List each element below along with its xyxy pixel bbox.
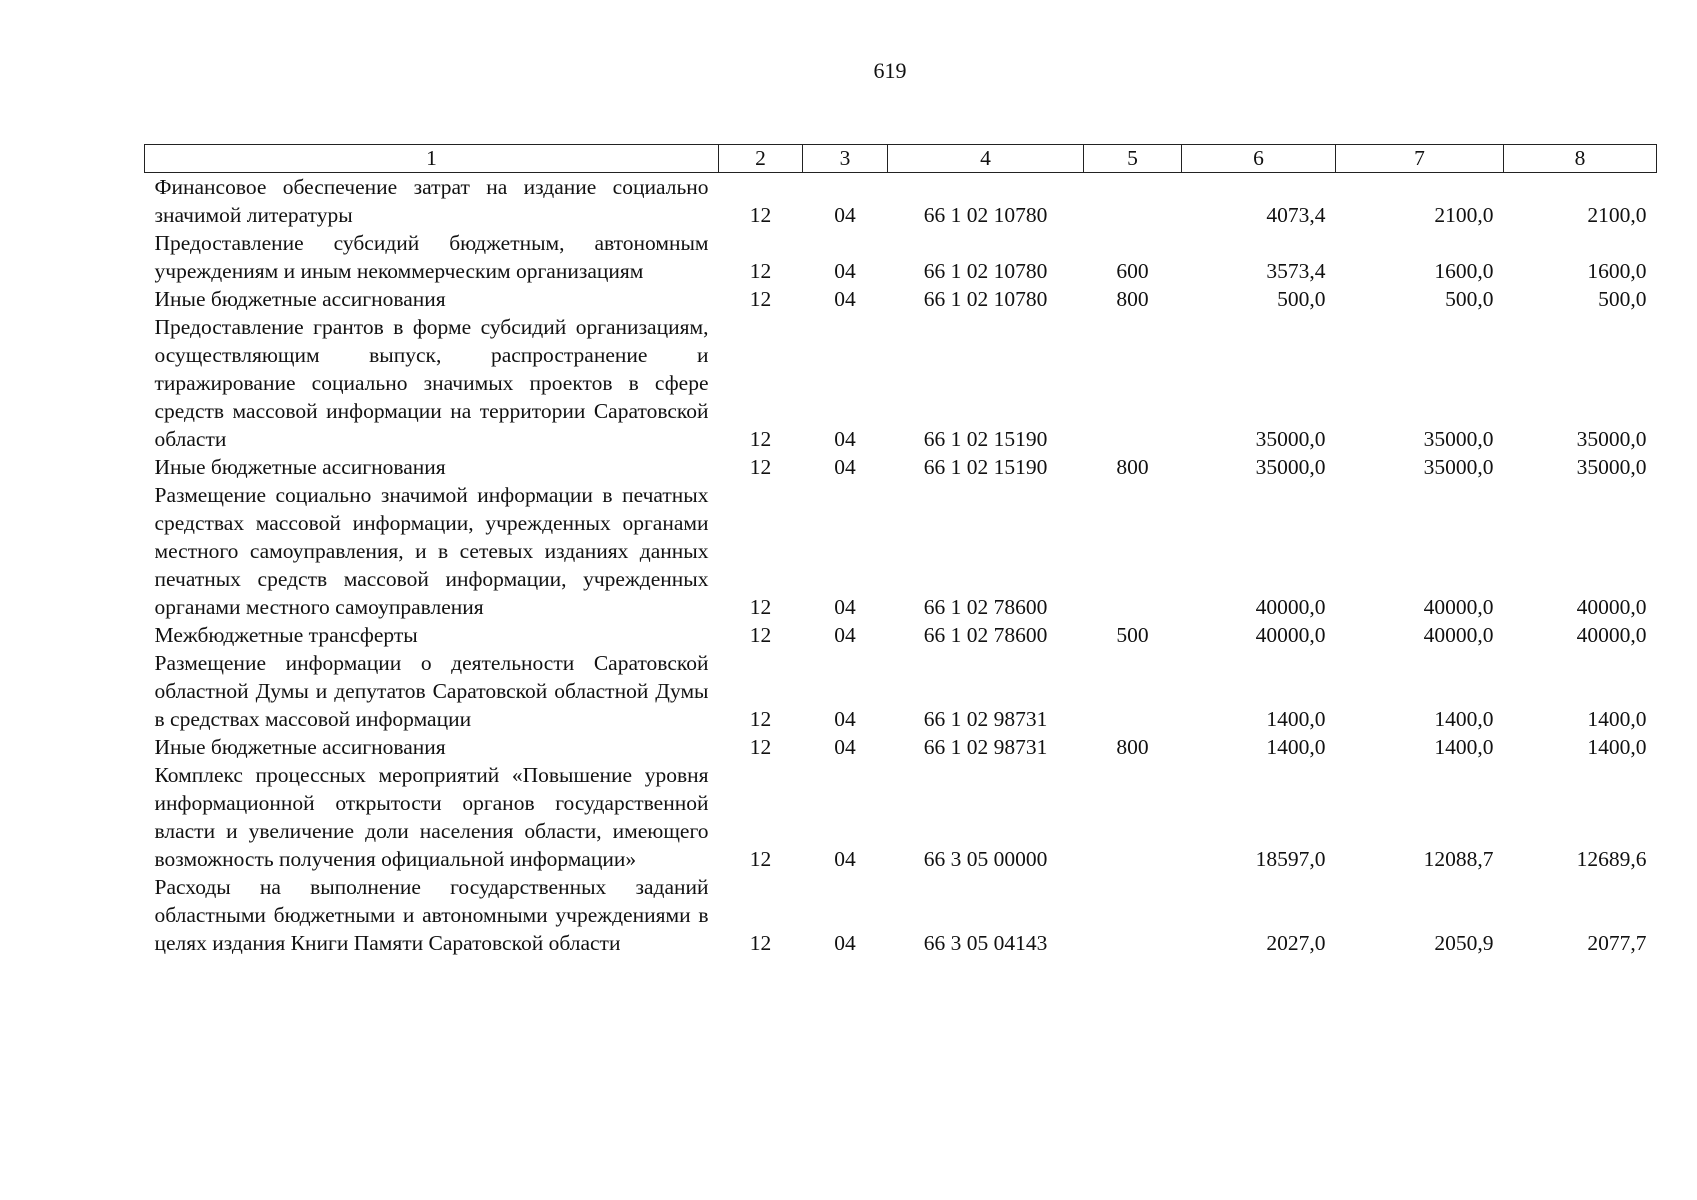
row-target-code: 66 1 02 78600 bbox=[923, 595, 1048, 619]
row-amount-6: 40000,0 bbox=[1255, 595, 1326, 619]
row-name: Размещение социально значимой информации в печатных средствах массовой информации, учрежденных органами местного самоуправления, и в сетевых изданиях данных печатных средств массовой информации, учрежденных органами местного самоуправления bbox=[154, 483, 709, 619]
row-amount-7: 40000,0 bbox=[1423, 623, 1494, 647]
table-row bbox=[145, 173, 1657, 230]
row-name: Иные бюджетные ассигнования bbox=[154, 287, 446, 311]
row-target-code: 66 3 05 00000 bbox=[923, 847, 1048, 871]
row-amount-8: 40000,0 bbox=[1576, 623, 1647, 647]
row-name: Иные бюджетные ассигнования bbox=[154, 735, 446, 759]
row-amount-7: 500,0 bbox=[1445, 287, 1494, 311]
row-amount-6: 18597,0 bbox=[1255, 847, 1326, 871]
budget-table bbox=[144, 144, 1657, 957]
row-section: 12 bbox=[749, 203, 772, 227]
row-expense-type: 600 bbox=[1116, 259, 1149, 283]
table-row bbox=[145, 873, 1657, 957]
row-amount-7: 35000,0 bbox=[1423, 455, 1494, 479]
row-name: Размещение информации о деятельности Саратовской областной Думы и депутатов Саратовской областной Думы в средствах массовой информации bbox=[154, 651, 709, 731]
row-amount-7: 1600,0 bbox=[1434, 259, 1494, 283]
row-amount-6: 40000,0 bbox=[1255, 623, 1326, 647]
row-subsection: 04 bbox=[834, 623, 856, 647]
row-amount-8: 12689,6 bbox=[1576, 847, 1647, 871]
row-amount-7: 40000,0 bbox=[1423, 595, 1494, 619]
row-section: 12 bbox=[749, 287, 772, 311]
row-section: 12 bbox=[749, 455, 772, 479]
header-col-6: 6 bbox=[1182, 145, 1336, 173]
row-target-code: 66 1 02 10780 bbox=[923, 259, 1048, 283]
row-name: Финансовое обеспечение затрат на издание социально значимой литературы bbox=[154, 175, 709, 227]
header-col-5: 5 bbox=[1084, 145, 1182, 173]
table-row bbox=[145, 229, 1657, 285]
header-col-2: 2 bbox=[719, 145, 803, 173]
row-subsection: 04 bbox=[834, 259, 856, 283]
header-col-4: 4 bbox=[888, 145, 1084, 173]
row-section: 12 bbox=[749, 931, 772, 955]
row-target-code: 66 1 02 98731 bbox=[923, 707, 1048, 731]
row-expense-type bbox=[1084, 313, 1182, 453]
row-section: 12 bbox=[749, 623, 772, 647]
header-col-1: 1 bbox=[145, 145, 719, 173]
row-subsection: 04 bbox=[834, 287, 856, 311]
row-subsection: 04 bbox=[834, 595, 856, 619]
row-target-code: 66 1 02 15190 bbox=[923, 455, 1048, 479]
row-name: Комплекс процессных мероприятий «Повышение уровня информационной открытости органов государственной власти и увеличение доли населения области, имеющего возможность получения официальной информации» bbox=[154, 763, 709, 871]
table-header-row bbox=[145, 145, 1657, 173]
row-amount-6: 2027,0 bbox=[1266, 931, 1326, 955]
row-amount-8: 40000,0 bbox=[1576, 595, 1647, 619]
row-name: Предоставление субсидий бюджетным, автономным учреждениям и иным некоммерческим организациям bbox=[154, 231, 709, 283]
row-section: 12 bbox=[749, 259, 772, 283]
row-amount-8: 35000,0 bbox=[1576, 455, 1647, 479]
row-expense-type: 800 bbox=[1116, 735, 1149, 759]
row-amount-8: 1400,0 bbox=[1587, 735, 1647, 759]
row-subsection: 04 bbox=[834, 427, 856, 451]
table-row bbox=[145, 761, 1657, 873]
row-target-code: 66 1 02 98731 bbox=[923, 735, 1048, 759]
row-subsection: 04 bbox=[834, 847, 856, 871]
row-target-code: 66 1 02 10780 bbox=[923, 287, 1048, 311]
row-amount-7: 35000,0 bbox=[1423, 427, 1494, 451]
page-number: 619 bbox=[873, 58, 907, 83]
row-amount-6: 35000,0 bbox=[1255, 455, 1326, 479]
row-amount-6: 1400,0 bbox=[1266, 707, 1326, 731]
row-expense-type bbox=[1084, 761, 1182, 873]
row-amount-7: 2050,9 bbox=[1434, 931, 1494, 955]
row-amount-7: 12088,7 bbox=[1423, 847, 1494, 871]
table-row bbox=[145, 621, 1657, 649]
row-section: 12 bbox=[749, 707, 772, 731]
row-subsection: 04 bbox=[834, 931, 856, 955]
row-target-code: 66 3 05 04143 bbox=[923, 931, 1048, 955]
row-amount-8: 1600,0 bbox=[1587, 259, 1647, 283]
header-col-8: 8 bbox=[1504, 145, 1657, 173]
row-amount-6: 3573,4 bbox=[1266, 259, 1326, 283]
row-expense-type bbox=[1084, 873, 1182, 957]
row-expense-type: 800 bbox=[1116, 287, 1149, 311]
row-target-code: 66 1 02 78600 bbox=[923, 623, 1048, 647]
header-col-3: 3 bbox=[803, 145, 888, 173]
row-subsection: 04 bbox=[834, 707, 856, 731]
row-target-code: 66 1 02 15190 bbox=[923, 427, 1048, 451]
table-row bbox=[145, 733, 1657, 761]
table-row bbox=[145, 453, 1657, 481]
row-subsection: 04 bbox=[834, 203, 856, 227]
row-target-code: 66 1 02 10780 bbox=[923, 203, 1048, 227]
row-expense-type bbox=[1084, 649, 1182, 733]
row-amount-6: 4073,4 bbox=[1266, 203, 1326, 227]
table-row bbox=[145, 481, 1657, 621]
row-amount-6: 35000,0 bbox=[1255, 427, 1326, 451]
row-amount-8: 35000,0 bbox=[1576, 427, 1647, 451]
table-row bbox=[145, 649, 1657, 733]
row-name: Межбюджетные трансферты bbox=[154, 623, 418, 647]
row-amount-7: 1400,0 bbox=[1434, 707, 1494, 731]
row-expense-type: 800 bbox=[1116, 455, 1149, 479]
row-subsection: 04 bbox=[834, 455, 856, 479]
row-expense-type bbox=[1084, 481, 1182, 621]
row-section: 12 bbox=[749, 595, 772, 619]
row-amount-7: 2100,0 bbox=[1434, 203, 1494, 227]
row-name: Иные бюджетные ассигнования bbox=[154, 455, 446, 479]
row-name: Расходы на выполнение государственных заданий областными бюджетными и автономными учреждениями в целях издания Книги Памяти Саратовской области bbox=[154, 875, 709, 955]
row-expense-type bbox=[1084, 173, 1182, 230]
row-amount-7: 1400,0 bbox=[1434, 735, 1494, 759]
row-expense-type: 500 bbox=[1116, 623, 1149, 647]
table-row bbox=[145, 285, 1657, 313]
row-amount-8: 1400,0 bbox=[1587, 707, 1647, 731]
row-section: 12 bbox=[749, 735, 772, 759]
header-col-7: 7 bbox=[1336, 145, 1504, 173]
row-section: 12 bbox=[749, 847, 772, 871]
row-amount-8: 500,0 bbox=[1598, 287, 1647, 311]
row-name: Предоставление грантов в форме субсидий организациям, осуществляющим выпуск, распространение и тиражирование социально значимых проектов в сфере средств массовой информации на территории Саратовской области bbox=[154, 315, 709, 451]
row-amount-8: 2100,0 bbox=[1587, 203, 1647, 227]
row-amount-6: 1400,0 bbox=[1266, 735, 1326, 759]
table-row bbox=[145, 313, 1657, 453]
row-amount-6: 500,0 bbox=[1277, 287, 1326, 311]
row-subsection: 04 bbox=[834, 735, 856, 759]
row-amount-8: 2077,7 bbox=[1587, 931, 1647, 955]
row-section: 12 bbox=[749, 427, 772, 451]
